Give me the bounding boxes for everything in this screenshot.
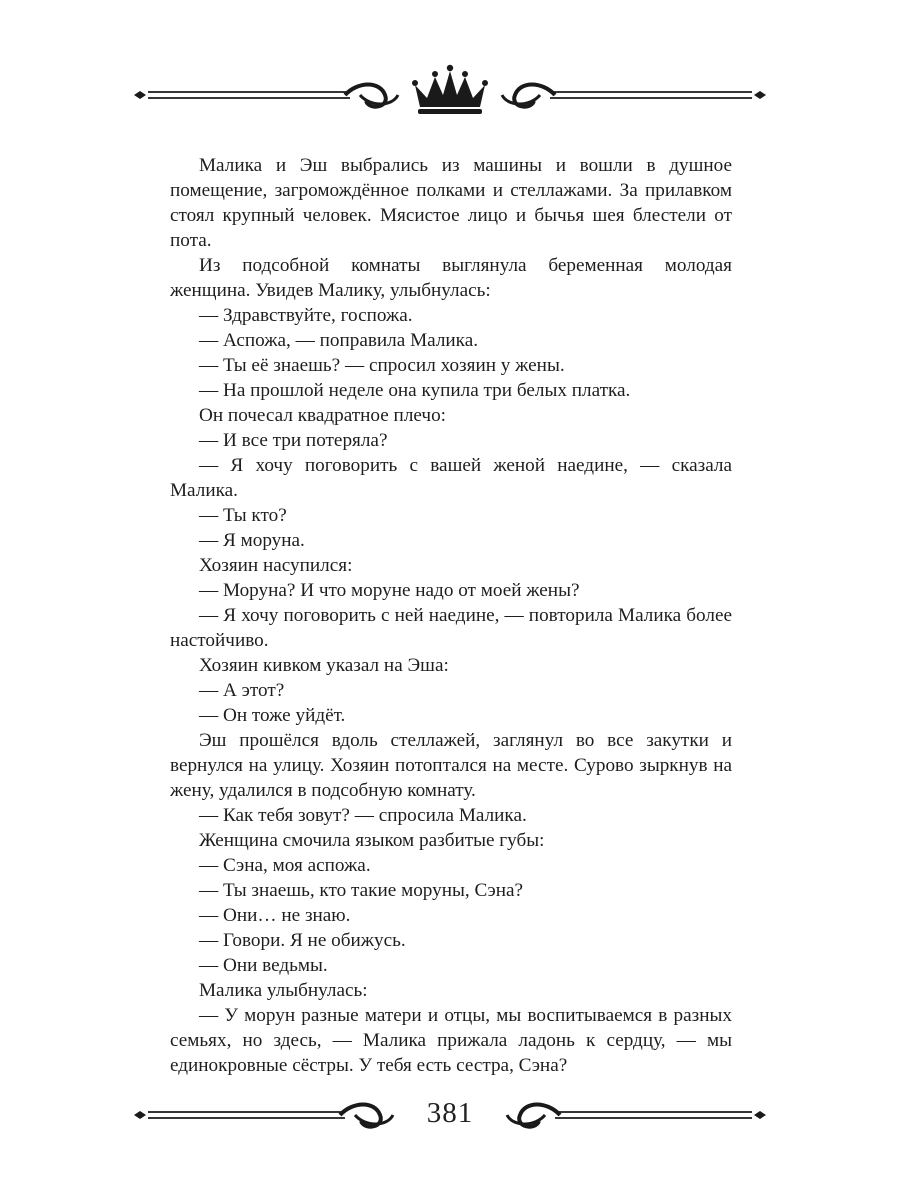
paragraph: — И все три потеряла? — [199, 430, 388, 451]
paragraph: — Я моруна. — [199, 530, 305, 551]
header-right-diamond-icon — [754, 91, 766, 99]
paragraph: Из подсобной комнаты выглянула беременная молодая женщина. Увидев Малику, улыбнулась: — [170, 255, 732, 301]
paragraph: Малика и Эш выбрались из машины и вошли в душное помещение, загромождённое полками и стеллажами. За прилавком стоял крупный человек. Мясистое лицо и бычья шея блестели от пота. — [170, 155, 732, 251]
paragraph: — Говори. Я не обижусь. — [199, 930, 406, 951]
paragraph: — На прошлой неделе она купила три белых платка. — [199, 380, 631, 401]
paragraph: — Аспожа, — поправила Малика. — [199, 330, 479, 351]
header-left-flourish-icon — [345, 85, 398, 107]
paragraph: — Ты её знаешь? — спросил хозяин у жены. — [199, 355, 565, 376]
page-number: 381 — [426, 1097, 474, 1129]
paragraph: — Сэна, моя аспожа. — [199, 855, 371, 876]
footer-left-diamond-icon — [134, 1111, 146, 1119]
paragraph: — Они ведьмы. — [199, 955, 328, 976]
crown-icon — [412, 65, 488, 114]
paragraph: — Я хочу поговорить с ней наедине, — повторила Малика более настойчиво. — [170, 605, 732, 651]
paragraph: Эш прошёлся вдоль стеллажей, заглянул во все закутки и вернулся на улицу. Хозяин потоптался на месте. Сурово зыркнув на жену, удалился в подсобную комнату. — [170, 730, 732, 801]
paragraph: — А этот? — [199, 680, 285, 701]
header-left-diamond-icon — [134, 91, 146, 99]
paragraph: — Я хочу поговорить с вашей женой наедине, — сказала Малика. — [170, 455, 732, 501]
footer-right-flourish-icon — [507, 1105, 560, 1127]
header-right-flourish-icon — [502, 85, 555, 107]
paragraph: — Как тебя зовут? — спросила Малика. — [199, 805, 527, 826]
paragraph: Малика улыбнулась: — [199, 980, 368, 1001]
paragraph: Он почесал квадратное плечо: — [199, 405, 447, 426]
paragraph: — Ты знаешь, кто такие моруны, Сэна? — [199, 880, 524, 901]
paragraph: — Они… не знаю. — [199, 905, 351, 926]
paragraph: — У морун разные матери и отцы, мы воспитываемся в разных семьях, но здесь, — Малика прижала ладонь к сердцу, — мы единокровные сёстры. У тебя есть сестра, Сэна? — [170, 1005, 732, 1076]
footer-right-diamond-icon — [754, 1111, 766, 1119]
paragraph: — Ты кто? — [199, 505, 287, 526]
paragraph: — Он тоже уйдёт. — [199, 705, 346, 726]
paragraph: Хозяин кивком указал на Эша: — [199, 655, 449, 676]
paragraph: Женщина смочила языком разбитые губы: — [199, 830, 545, 851]
scroll-flourish-icon — [340, 1105, 393, 1127]
chapter-text — [170, 153, 732, 1078]
header-ornament — [130, 55, 770, 125]
paragraph: — Моруна? И что моруне надо от моей жены? — [199, 580, 580, 601]
paragraph: — Здравствуйте, госпожа. — [199, 305, 413, 326]
paragraph: Хозяин насупился: — [199, 555, 353, 576]
